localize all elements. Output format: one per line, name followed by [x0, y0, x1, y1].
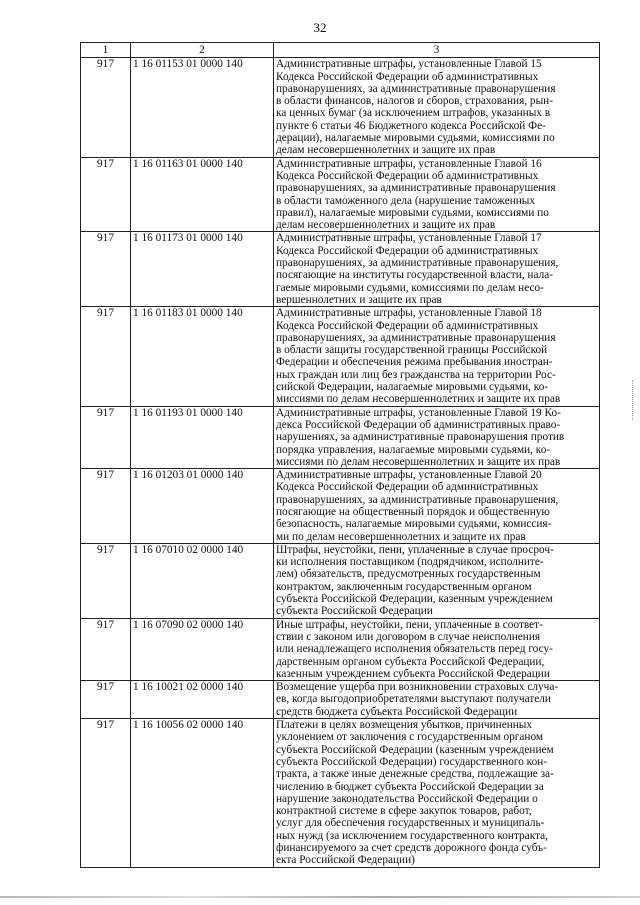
description-line: субъекта Российской Федерации	[276, 605, 433, 618]
table-row	[81, 681, 600, 719]
description-line: ных граждан или лиц без гражданства на территории Рос-	[276, 368, 556, 381]
description-line: правонарушениях, за административные правонарушения,	[276, 493, 559, 506]
description-line: Кодекса Российской Федерации об административных	[276, 244, 539, 257]
description-line: ки исполнения поставщиком (подрядчиком, исполните-	[276, 556, 544, 569]
description-line: нарушениях, за административные правонарушения против	[276, 431, 565, 444]
admin-code-cell: 917	[81, 543, 131, 618]
description-cell	[274, 469, 600, 544]
scan-edge-line	[0, 896, 640, 898]
page-number: 32	[313, 20, 327, 35]
description-line: правонарушениях, за административные правонарушения,	[276, 257, 559, 270]
table-header-row	[81, 43, 600, 58]
description-line: Административные штрафы, установленные Главой 17	[276, 232, 542, 245]
description-line: ных нужд (за исключением государственного контракта,	[276, 829, 548, 842]
description-line: в области защиты государственной границы Российской	[276, 344, 548, 357]
admin-code-cell: 917	[81, 681, 131, 719]
budget-classification-table	[80, 42, 600, 868]
budget-code-cell: 1 16 01163 01 0000 140	[131, 157, 274, 232]
admin-code-cell: 917	[81, 406, 131, 468]
admin-code-cell: 917	[81, 618, 131, 680]
table-row	[81, 618, 600, 680]
budget-code-cell: 1 16 01183 01 0000 140	[131, 307, 274, 406]
description-line: казенным учреждением субъекта Российской Федерации	[276, 667, 550, 680]
description-line: числению в бюджет субъекта Российской Федерации за	[276, 780, 544, 793]
admin-code-cell: 917	[81, 157, 131, 232]
description-cell	[274, 157, 600, 232]
description-line: делам несовершеннолетних и защите их прав	[276, 144, 496, 157]
description-line: субъекта Российской Федерации (казенным учреждением	[276, 743, 554, 756]
description-line: миссиями по делам несовершеннолетних и защите их прав	[276, 393, 561, 406]
description-cell	[274, 58, 600, 157]
description-line: Платежи в целях возмещения убытков, причиненных	[276, 719, 533, 732]
admin-code-cell: 917	[81, 469, 131, 544]
description-line: услуг для обеспечения государственных и муниципаль-	[276, 817, 545, 830]
description-line: дарственным органом субъекта Российской Федерации,	[276, 655, 545, 668]
description-line: в области финансов, налогов и сборов, страхования, рын-	[276, 95, 553, 108]
table-row	[81, 406, 600, 468]
description-line: правонарушениях, за административные правонарушения	[276, 182, 556, 195]
description-line: безопасность, налагаемые мировыми судьями, комиссия-	[276, 518, 552, 531]
description-line: пункте 6 статьи 46 Бюджетного кодекса Российской Фе-	[276, 119, 546, 132]
description-line: нарушение законодательства Российской Федерации о	[276, 792, 538, 805]
description-line: дерации), налагаемые мировыми судьями, комиссиями по	[276, 132, 555, 145]
description-line: контрактной системе в сфере закупок товаров, работ,	[276, 805, 532, 818]
description-cell	[274, 406, 600, 468]
description-line: Иные штрафы, неустойки, пени, уплаченные в соответ-	[276, 618, 543, 631]
description-line: Штрафы, неустойки, пени, уплаченные в случае просроч-	[276, 543, 554, 556]
description-line: посягающие на общественный порядок и общественную	[276, 505, 550, 518]
description-line: посягающие на институты государственной власти, нала-	[276, 269, 554, 282]
table-body	[81, 58, 600, 867]
budget-code-cell: 1 16 01153 01 0000 140	[131, 58, 274, 157]
description-line: ми по делам несовершеннолетних и защите их прав	[276, 530, 526, 543]
description-line: Кодекса Российской Федерации об административных	[276, 70, 539, 83]
description-line: Административные штрафы, установленные Главой 16	[276, 157, 542, 170]
description-line: Кодекса Российской Федерации об административных	[276, 319, 539, 332]
admin-code-cell: 917	[81, 307, 131, 406]
admin-code-cell: 917	[81, 719, 131, 868]
description-line: декса Российской Федерации об административных право-	[276, 418, 561, 431]
description-line: ка ценных бумаг (за исключением штрафов, указанных в	[276, 107, 551, 120]
description-line: Административные штрафы, установленные Главой 20	[276, 469, 542, 482]
description-line: Кодекса Российской Федерации об административных	[276, 481, 539, 494]
table-row	[81, 719, 600, 868]
budget-code-cell: 1 16 07090 02 0000 140	[131, 618, 274, 680]
admin-code-cell: 917	[81, 58, 131, 157]
budget-code-cell: 1 16 01203 01 0000 140	[131, 469, 274, 544]
budget-code-cell: 1 16 01173 01 0000 140	[131, 232, 274, 307]
description-line: ствии с законом или договором в случае неисполнения	[276, 630, 541, 643]
description-line: правил), налагаемые мировыми судьями, комиссиями по	[276, 206, 549, 219]
budget-code-cell: 1 16 10056 02 0000 140	[131, 719, 274, 868]
description-line: екта Российской Федерации)	[276, 854, 415, 867]
column-header-admin: 1	[81, 43, 131, 58]
description-cell	[274, 719, 600, 868]
description-line: субъекта Российской Федерации) государственного кон-	[276, 755, 548, 768]
column-header-description: 3	[274, 43, 600, 58]
description-cell	[274, 543, 600, 618]
description-line: правонарушениях, за административные правонарушения	[276, 82, 556, 95]
budget-code-cell: 1 16 01193 01 0000 140	[131, 406, 274, 468]
description-line: в области таможенного дела (нарушение таможенных	[276, 194, 536, 207]
column-header-code: 2	[131, 43, 274, 58]
table-row	[81, 232, 600, 307]
table-row	[81, 307, 600, 406]
description-line: финансируемого за счет средств дорожного фонда субъ-	[276, 842, 547, 854]
description-line: или ненадлежащего исполнения обязательств перед госу-	[276, 643, 553, 656]
description-cell	[274, 681, 600, 719]
description-line: лем) обязательств, предусмотренных государственным	[276, 568, 541, 581]
scan-margin-mark	[632, 380, 634, 420]
description-line: контрактом, заключенным государственным органом	[276, 580, 532, 593]
description-line: ев, когда выгодоприобретателями выступают получатели	[276, 693, 551, 706]
budget-code-cell: 1 16 07010 02 0000 140	[131, 543, 274, 618]
description-line: делам несовершеннолетних и защите их прав	[276, 219, 496, 232]
description-line: Административные штрафы, установленные Главой 19 Ко-	[276, 406, 561, 419]
description-line: Кодекса Российской Федерации об административных	[276, 169, 539, 182]
description-line: Административные штрафы, установленные Главой 18	[276, 307, 542, 320]
description-cell	[274, 232, 600, 307]
description-line: правонарушениях, за административные правонарушения	[276, 331, 556, 344]
table-row	[81, 157, 600, 232]
description-cell	[274, 618, 600, 680]
table-row	[81, 469, 600, 544]
description-line: миссиями по делам несовершеннолетних и защите их прав	[276, 455, 561, 468]
description-line: средств бюджета субъекта Российской Федерации	[276, 705, 518, 718]
description-line: субъекта Российской Федерации, казенным учреждением	[276, 593, 553, 606]
description-cell	[274, 307, 600, 406]
table-row	[81, 58, 600, 157]
description-line: Федерации и обеспечения режима пребывания иностран-	[276, 356, 553, 369]
budget-code-cell: 1 16 10021 02 0000 140	[131, 681, 274, 719]
description-line: сийской Федерации, налагаемые мировыми судьями, ко-	[276, 381, 549, 394]
description-line: вершеннолетних и защите их прав	[276, 293, 442, 306]
description-line: гаемые мировыми судьями, комиссиями по делам несо-	[276, 281, 544, 294]
description-line: уклонением от заключения с государственным органом	[276, 731, 544, 744]
description-line: порядка управления, налагаемые мировыми судьями, ко-	[276, 443, 551, 456]
description-line: Возмещение ущерба при возникновении страховых случа-	[276, 681, 559, 694]
admin-code-cell: 917	[81, 232, 131, 307]
description-line: Административные штрафы, установленные Главой 15	[276, 58, 542, 71]
description-line: тракта, а также иные денежные средства, подлежащие за-	[276, 768, 554, 781]
table-row	[81, 543, 600, 618]
